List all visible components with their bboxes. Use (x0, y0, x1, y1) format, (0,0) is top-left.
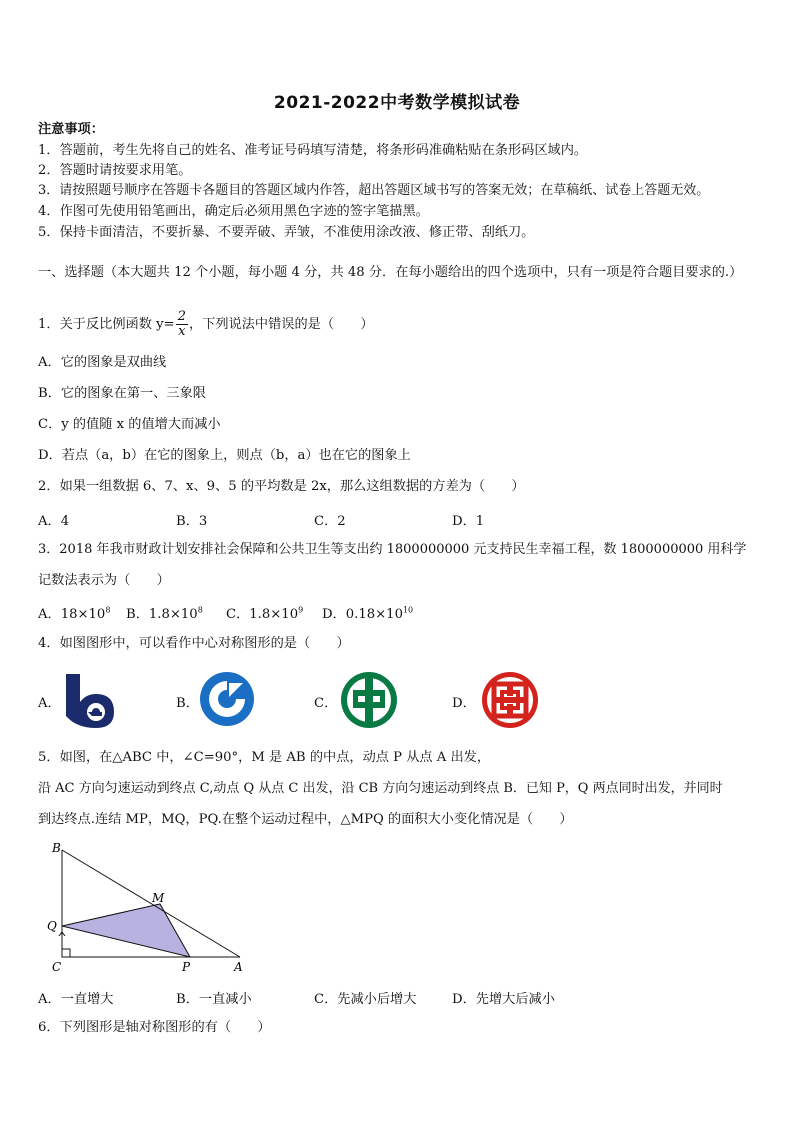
label-c: C (52, 960, 62, 974)
q3-option-a: A．$18\times 10^8$ (38, 605, 111, 622)
notice-item-4: 4．作图可先使用铅笔画出，确定后必须用黑色字迹的签字笔描黑。 (38, 204, 429, 219)
q4-label-b: B． (176, 696, 199, 711)
notice-heading: 注意事项： (38, 122, 104, 137)
triangle-figure (44, 838, 254, 978)
section-heading: 一、选择题（本大题共 12 个小题，每小题 4 分，共 48 分．在每小题给出的四个选项中，只有一项是符合题目要求的.） (38, 265, 743, 280)
triangle-mpq (62, 904, 190, 957)
q1-option-b: B．它的图象在第一、三象限 (38, 386, 206, 401)
q1-stem-after: ，下列说法中错误的是（ ） (188, 317, 374, 332)
q2-option-b: B．3 (176, 514, 208, 529)
question-5-line2: 沿 AC 方向匀速运动到终点 C,动点 Q 从点 C 出发，沿 CB 方向匀速运动到终点 B．已知 P，Q 两点同时出发，并同时 (38, 781, 723, 796)
q1-option-a: A．它的图象是双曲线 (38, 355, 167, 370)
q3-option-d: D．$0.18\times 10^{10}$ (322, 605, 414, 622)
fraction-2-over-x: $\frac{2}{x}$ (177, 309, 186, 339)
notice-item-3: 3．请按照题号顺序在答题卡各题目的答题区域内作答，超出答题区域书写的答案无效；在草稿纸、试卷上答题无效。 (38, 183, 710, 198)
q3-option-c: C．$1.8\times 10^9$ (226, 605, 304, 622)
label-a: A (234, 960, 243, 974)
q4-label-a: A． (38, 696, 61, 711)
q5-option-c: C．先减小后增大 (314, 992, 417, 1007)
label-q: Q (47, 919, 57, 933)
q2-option-c: C．2 (314, 514, 346, 529)
q5-option-a: A．一直增大 (38, 992, 114, 1007)
logo-c-icon (339, 670, 399, 730)
q4-label-c: C． (314, 696, 338, 711)
arrow-up-icon (59, 932, 65, 942)
logo-a-icon (62, 672, 120, 730)
q1-option-c: C．y 的值随 x 的值增大而减小 (38, 417, 221, 432)
label-m: M (152, 891, 165, 905)
question-5-line3: 到达终点.连结 MP，MQ，PQ.在整个运动过程中，△MPQ 的面积大小变化情况是（ ） (38, 812, 573, 827)
q2-option-d: D．1 (452, 514, 485, 529)
q5-option-b: B．一直减小 (176, 992, 252, 1007)
q1-option-d: D．若点（a，b）在它的图象上，则点（b，a）也在它的图象上 (38, 448, 411, 463)
q5-option-d: D．先增大后减小 (452, 992, 555, 1007)
question-2-stem: 2．如果一组数据 6、7、x、9、5 的平均数是 2x，那么这组数据的方差为（ ） (38, 479, 525, 494)
label-b: B (52, 841, 61, 855)
question-3-stem-line1: 3．2018 年我市财政计划安排社会保障和公共卫生等支出约 1800000000 元支持民生幸福工程，数 1800000000 用科学 (38, 542, 747, 557)
page-title: 2021-2022中考数学模拟试卷 (273, 93, 521, 113)
notice-item-5: 5．保持卡面清洁，不要折暴、不要弄破、弄皱，不准使用涂改液、修正带、刮纸刀。 (38, 225, 535, 240)
question-6-stem: 6．下列图形是轴对称图形的有（ ） (38, 1020, 271, 1035)
question-4-stem: 4．如图图形中，可以看作中心对称图形的是（ ） (38, 636, 350, 651)
notice-item-1: 1．答题前，考生先将自己的姓名、准考证号码填写清楚，将条形码准确粘贴在条形码区域内。 (38, 143, 588, 158)
notice-item-2: 2．答题时请按要求用笔。 (38, 163, 192, 178)
q2-option-a: A．4 (38, 514, 70, 529)
question-1-stem (38, 310, 374, 340)
q4-label-d: D． (452, 696, 476, 711)
q1-stem-before: 1．关于反比例函数 y= (38, 317, 175, 332)
label-p: P (182, 960, 191, 974)
logo-b-icon (198, 670, 256, 728)
question-3-stem-line2: 记数法表示为（ ） (38, 573, 170, 588)
logo-d-icon (480, 670, 540, 730)
q3-option-b: B．$1.8\times 10^8$ (126, 605, 203, 622)
question-5-line1: 5．如图，在△ABC 中，∠C=90°，M 是 AB 的中点，动点 P 从点 A 出发， (38, 750, 491, 765)
right-angle-mark (62, 949, 70, 957)
